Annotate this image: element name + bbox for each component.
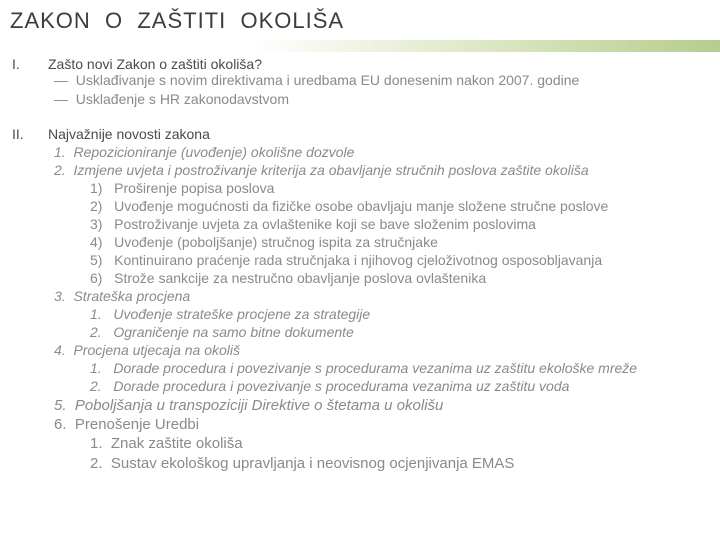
section-numeral: II.: [12, 126, 24, 142]
item-number: 5.: [54, 397, 67, 414]
sub-item-text: Uvođenje strateške procjene za strategije: [113, 306, 371, 322]
sub-item-number: 2.: [90, 324, 102, 340]
sub-item-number: 1.: [90, 306, 102, 322]
item-number: 6.: [54, 416, 67, 433]
bullet-text: Usklađenje s HR zakonodavstvom: [75, 91, 289, 107]
sub-item-text: Postroživanje uvjeta za ovlaštenike koji se bave složenim poslovima: [114, 216, 536, 232]
sub-item-text: Dorade procedura i povezivanje s procedurama vezanima uz zaštitu ekološke mreže: [113, 360, 638, 376]
sub-item-number: 5): [90, 252, 103, 268]
list-item: [54, 144, 354, 160]
sub-item-number: 2.: [90, 378, 102, 394]
sub-item: [90, 455, 514, 472]
sub-item: [90, 198, 608, 214]
sub-item: [90, 270, 486, 286]
sub-item-number: 6): [90, 270, 103, 286]
list-item: [54, 162, 589, 178]
sub-item-number: 1.: [90, 360, 102, 376]
sub-item: [90, 252, 602, 268]
item-text: Izmjene uvjeta i postroživanje kriterija za obavljanje stručnih poslova zaštite okoliša: [73, 162, 589, 178]
title-underline-bar: [0, 40, 720, 52]
page-title: ZAKON O ZAŠTITI OKOLIŠA: [10, 8, 345, 33]
item-text: Strateška procjena: [73, 288, 191, 304]
sub-item: [90, 360, 637, 376]
dash-marker: —: [54, 72, 76, 88]
sub-item-text: Sustav ekološkog upravljanja i neovisnog ocjenjivanja EMAS: [110, 455, 515, 472]
item-text: Poboljšanja u transpoziciji Direktive o štetama u okolišu: [74, 397, 444, 414]
sub-item-number: 1.: [90, 435, 103, 452]
item-number: 2.: [54, 162, 66, 178]
sub-item-text: Dorade procedura i povezivanje s procedurama vezanima uz zaštitu voda: [113, 378, 570, 394]
sub-item-number: 2.: [90, 455, 103, 472]
sub-item-text: Ograničenje na samo bitne dokumente: [113, 324, 354, 340]
bullet-item: [54, 72, 579, 88]
sub-item-number: 1): [90, 180, 103, 196]
sub-item-text: Uvođenje (poboljšanje) stručnog ispita za stručnjake: [114, 234, 438, 250]
section-heading: Najvažnije novosti zakona: [48, 126, 210, 142]
sub-item-number: 3): [90, 216, 103, 232]
sub-item-text: Strože sankcije za nestručno obavljanje poslova ovlaštenika: [114, 270, 487, 286]
list-item: [54, 288, 190, 304]
bullet-text: Usklađivanje s novim direktivama i uredbama EU donesenim nakon 2007. godine: [75, 72, 580, 88]
item-number: 4.: [54, 342, 66, 358]
bullet-item: [54, 91, 289, 107]
item-number: 3.: [54, 288, 66, 304]
sub-item: [90, 180, 274, 196]
sub-item-text: Kontinuirano praćenje rada stručnjaka i njihovog cjeloživotnog osposobljavanja: [114, 252, 603, 268]
dash-marker: —: [54, 91, 76, 107]
item-number: 1.: [54, 144, 66, 160]
sub-item-text: Proširenje popisa poslova: [114, 180, 275, 196]
item-text: Repozicioniranje (uvođenje) okolišne dozvole: [73, 144, 355, 160]
list-item: [54, 416, 199, 433]
list-item: [54, 397, 443, 414]
item-text: Procjena utjecaja na okoliš: [73, 342, 241, 358]
sub-item-text: Znak zaštite okoliša: [110, 435, 243, 452]
sub-item: [90, 234, 438, 250]
list-item: [54, 342, 240, 358]
sub-item-number: 4): [90, 234, 103, 250]
sub-item: [90, 216, 536, 232]
section-numeral: I.: [12, 56, 20, 72]
sub-item-number: 2): [90, 198, 103, 214]
section-heading: Zašto novi Zakon o zaštiti okoliša?: [48, 56, 262, 72]
sub-item-text: Uvođenje mogućnosti da fizičke osobe obavljaju manje složene stručne poslove: [114, 198, 609, 214]
sub-item: [90, 324, 354, 340]
sub-item: [90, 306, 370, 322]
item-text: Prenošenje Uredbi: [74, 416, 200, 433]
sub-item: [90, 378, 569, 394]
sub-item: [90, 435, 243, 452]
